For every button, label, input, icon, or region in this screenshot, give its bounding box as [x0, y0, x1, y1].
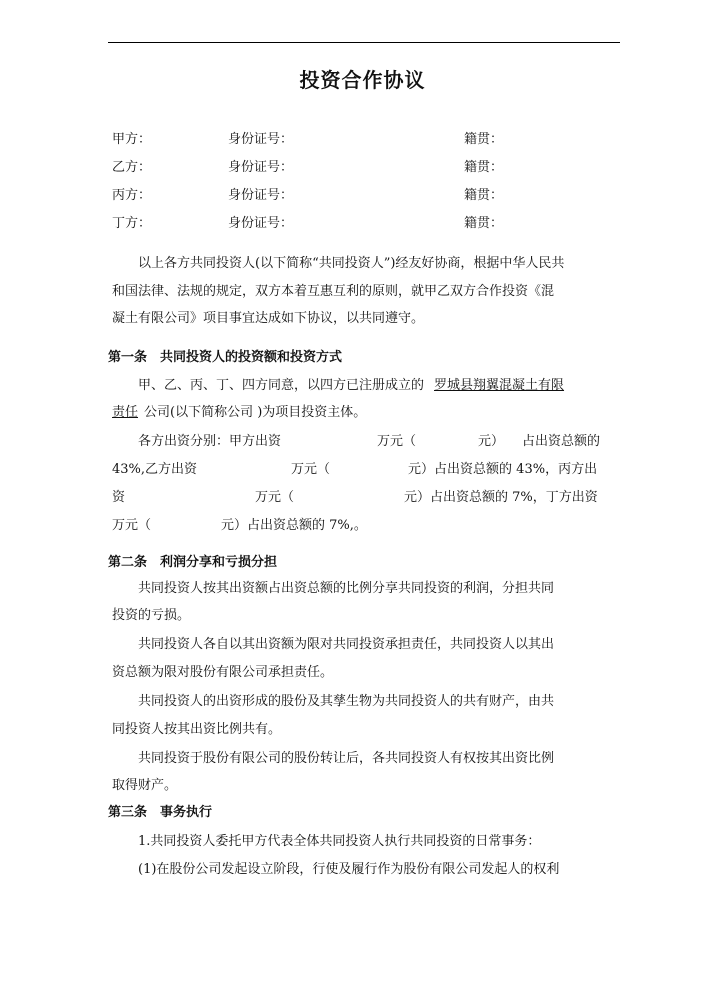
- party-row-ding: [112, 212, 632, 240]
- contribution-text: 元）占出资总额的 43%，丙方出: [408, 462, 598, 477]
- contribution-text: 万元（: [291, 462, 331, 477]
- contribution-line: [112, 514, 620, 533]
- contribution-text: 资: [112, 490, 126, 505]
- party-id-label: 身份证号：: [228, 132, 294, 147]
- contribution-text: 占出资总额的: [522, 434, 601, 449]
- article-2-line: 同投资人按其出资比例共有。: [112, 722, 282, 737]
- article-1-heading: 第一条 共同投资人的投资额和投资方式: [108, 350, 343, 365]
- party-name: 丁方：: [112, 216, 152, 231]
- article-3-heading: 第三条 事务执行: [108, 805, 213, 820]
- company-name-underlined: 责任: [112, 405, 139, 420]
- article-1-line: [112, 374, 646, 393]
- party-id-label: 身份证号：: [228, 216, 294, 231]
- contribution-text: 43%,乙方出资: [112, 462, 198, 477]
- party-name: 丙方：: [112, 188, 152, 203]
- contribution-text: 元）: [478, 434, 505, 449]
- article-2-line: 共同投资人按其出资额占出资总额的比例分享共同投资的利润，分担共同: [138, 581, 555, 596]
- article-2-line: 取得财产。: [112, 778, 178, 793]
- top-rule: [108, 42, 620, 43]
- article-1-text: 甲、乙、丙、丁、四方同意，以四方已注册成立的: [138, 378, 425, 393]
- article-2-line: 资总额为限对股份有限公司承担责任。: [112, 665, 334, 680]
- party-origin-label: 籍贯：: [464, 132, 504, 147]
- party-list: [112, 128, 632, 240]
- party-row-bing: [112, 184, 632, 212]
- article-2-line: 共同投资于股份有限公司的股份转让后，各共同投资人有权按其出资比例: [138, 751, 555, 766]
- intro-line: 和国法律、法规的规定，双方本着互惠互利的原则，就甲乙双方合作投资《混: [112, 284, 555, 299]
- party-id-label: 身份证号：: [228, 188, 294, 203]
- contribution-text: 万元（: [112, 518, 152, 533]
- article-2-line: 投资的亏损。: [112, 608, 191, 623]
- company-name-underlined: 罗城县翔翼混凝土有限: [434, 378, 565, 393]
- article-2-heading: 第二条 利润分享和亏损分担: [108, 555, 278, 570]
- article-2-line: 共同投资人各自以其出资额为限对共同投资承担责任，共同投资人以其出: [138, 637, 555, 652]
- party-origin-label: 籍贯：: [464, 160, 504, 175]
- contribution-line: [112, 458, 620, 477]
- contribution-text: 元）占出资总额的 7%，丁方出资: [404, 490, 598, 505]
- contribution-text: 万元（: [377, 434, 417, 449]
- party-name: 甲方：: [112, 132, 152, 147]
- article-3-line: 1.共同投资人委托甲方代表全体共同投资人执行共同投资的日常事务：: [138, 834, 541, 849]
- intro-line: 凝土有限公司》项目事宜达成如下协议，以共同遵守。: [112, 311, 425, 326]
- intro-line: 以上各方共同投资人(以下简称“共同投资人”)经友好协商，根据中华人民共: [138, 256, 565, 271]
- contribution-text: 各方出资分别：甲方出资: [138, 434, 282, 449]
- contribution-line: [112, 430, 646, 449]
- party-name: 乙方：: [112, 160, 152, 175]
- party-origin-label: 籍贯：: [464, 188, 504, 203]
- article-1-text: 公司(以下简称公司 )为项目投资主体。: [144, 405, 367, 420]
- party-origin-label: 籍贯：: [464, 216, 504, 231]
- document-title: 投资合作协议: [299, 68, 426, 92]
- party-row-jia: [112, 128, 632, 156]
- party-row-yi: [112, 156, 632, 184]
- article-3-line: (1)在股份公司发起设立阶段，行使及履行作为股份有限公司发起人的权利: [138, 862, 560, 877]
- contribution-line: [112, 486, 620, 505]
- article-2-line: 共同投资人的出资形成的股份及其孳生物为共同投资人的共有财产，由共: [138, 694, 555, 709]
- contribution-text: 万元（: [255, 490, 295, 505]
- party-id-label: 身份证号：: [228, 160, 294, 175]
- article-1-line: [112, 401, 620, 420]
- contribution-text: 元）占出资总额的 7%,。: [221, 518, 367, 533]
